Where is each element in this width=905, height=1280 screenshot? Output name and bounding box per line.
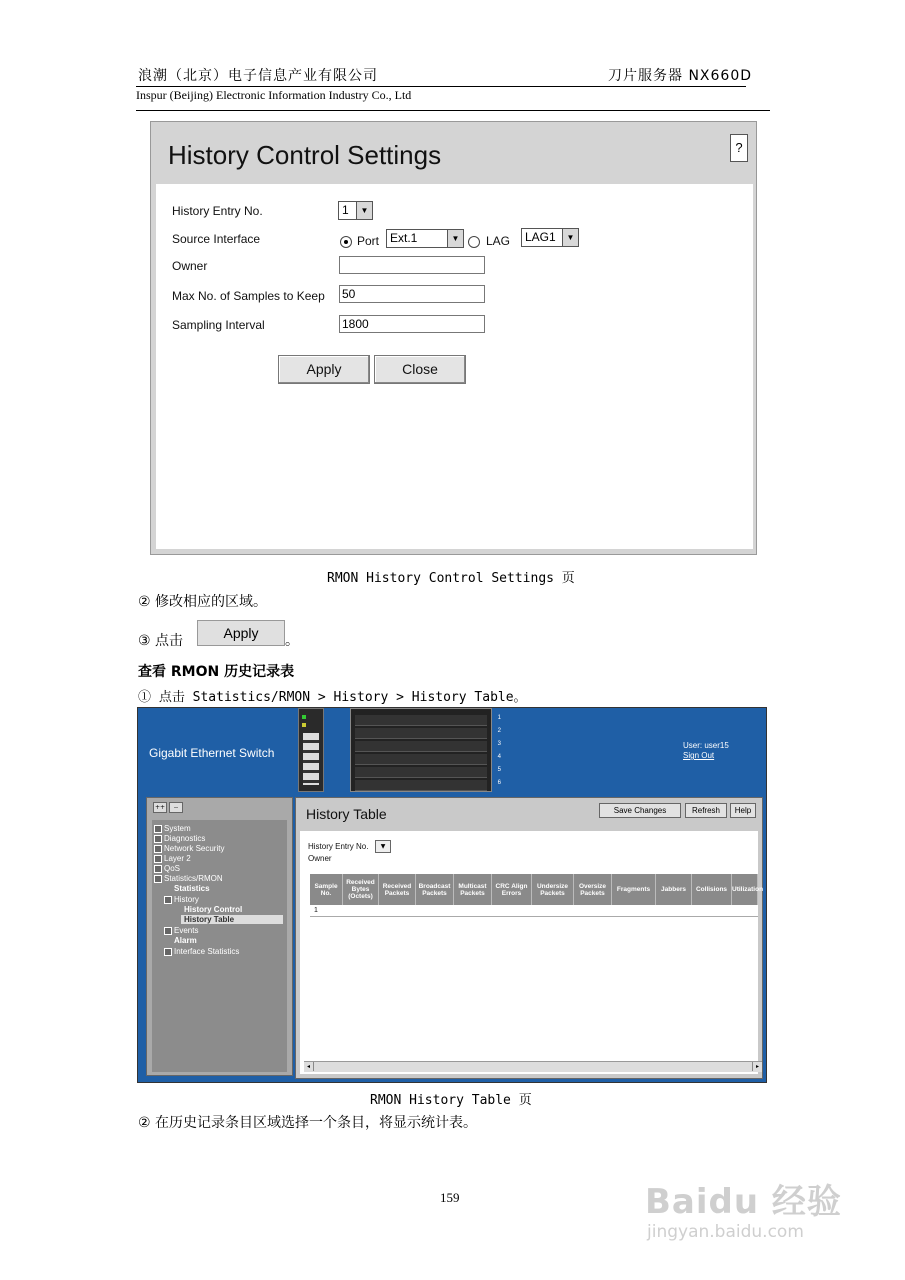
blade-chassis-image [350, 708, 501, 792]
owner-input[interactable] [339, 256, 485, 274]
nav-tree [152, 820, 287, 1072]
nav-alarm[interactable]: Alarm [174, 936, 197, 945]
nav-system[interactable] [154, 824, 191, 833]
chevron-down-icon: ▼ [562, 229, 578, 246]
column-header: Jabbers [656, 874, 692, 905]
step-3-prefix: ③ 点击 [138, 633, 184, 649]
owner-label: Owner [308, 854, 332, 863]
port-select[interactable] [386, 229, 464, 248]
max-samples-label: Max No. of Samples to Keep [172, 289, 325, 303]
column-header: Received Bytes (Octets) [343, 874, 379, 905]
help-button[interactable]: Help [730, 803, 756, 818]
section-step-1: ① 点击 Statistics/RMON > History > History Table。 [138, 690, 527, 705]
lag-radio[interactable] [468, 236, 480, 248]
scroll-left-icon[interactable]: ◂ [304, 1062, 314, 1071]
expand-icon [164, 927, 172, 935]
help-button[interactable]: ? [730, 134, 748, 162]
page-title: History Control Settings [168, 140, 442, 170]
refresh-button[interactable]: Refresh [685, 803, 727, 818]
table-row[interactable] [310, 906, 758, 917]
expand-all-icon[interactable]: ++ [154, 804, 166, 811]
expand-icon [154, 825, 162, 833]
nav-qos-label: QoS [164, 864, 181, 873]
blade-slot: 3 [355, 741, 487, 752]
watermark-brand: Baidu 经验 [645, 1182, 842, 1222]
history-entry-value: 1 [342, 203, 349, 217]
nav-statistics[interactable]: Statistics [174, 884, 210, 893]
settings-form [156, 184, 753, 549]
port-label: Port [357, 234, 380, 248]
apply-button[interactable]: Apply [278, 355, 370, 384]
nav-history-label: History [174, 895, 199, 904]
column-header: Utilization [732, 874, 758, 905]
scroll-right-icon[interactable]: ▸ [752, 1062, 762, 1071]
caption-history-control: RMON History Control Settings 页 [327, 571, 575, 586]
step-2-text: ② 修改相应的区域。 [138, 594, 268, 610]
sampling-interval-label: Sampling Interval [172, 318, 265, 332]
column-header: Undersize Packets [532, 874, 574, 905]
column-header: Sample No. [310, 874, 343, 905]
nav-history-control[interactable]: History Control [184, 905, 243, 914]
column-header: Multicast Packets [454, 874, 492, 905]
sign-out-link[interactable]: Sign Out [683, 751, 715, 760]
port-icons [303, 733, 319, 785]
final-step-text: ② 在历史记录条目区域选择一个条目，将显示统计表。 [138, 1115, 477, 1131]
lag-select[interactable] [521, 228, 579, 247]
column-header: Fragments [612, 874, 656, 905]
header-product: 刀片服务器 NX660D [608, 68, 753, 84]
nav-history[interactable] [164, 895, 199, 904]
blade-slot: 1 [355, 715, 487, 726]
step-3-suffix: 。 [285, 633, 299, 649]
page-number: 159 [440, 1190, 460, 1205]
lag-value: LAG1 [525, 230, 556, 244]
nav-events-label: Events [174, 926, 199, 935]
nav-network-security-label: Network Security [164, 844, 225, 853]
collapse-icon [154, 875, 162, 883]
header-rule [136, 86, 746, 87]
close-button[interactable]: Close [374, 355, 466, 384]
caption-history-table: RMON History Table 页 [370, 1093, 532, 1108]
sample-no-cell: 1 [314, 907, 318, 914]
user-info [683, 741, 729, 761]
nav-diagnostics-label: Diagnostics [164, 834, 206, 843]
header-rule-bottom [136, 110, 770, 111]
chevron-down-icon: ▼ [380, 843, 386, 850]
section-heading: 查看 RMON 历史记录表 [138, 664, 295, 680]
column-header: Collisions [692, 874, 732, 905]
header-company-cn: 浪潮（北京）电子信息产业有限公司 [138, 68, 378, 84]
content-title: History Table [306, 806, 387, 822]
nav-qos[interactable] [154, 864, 180, 873]
led-icon [302, 715, 306, 719]
history-entry-label: History Entry No. [172, 204, 263, 218]
owner-label: Owner [172, 259, 208, 273]
inline-apply-button: Apply [197, 620, 285, 646]
led-icon [302, 723, 306, 727]
nav-diagnostics[interactable] [154, 834, 205, 843]
nav-statistics-rmon[interactable] [154, 874, 223, 883]
max-samples-input[interactable]: 50 [339, 285, 485, 303]
collapse-icon [164, 896, 172, 904]
sidebar [146, 797, 293, 1076]
history-table-screenshot [137, 707, 767, 1083]
app-title: Gigabit Ethernet Switch [149, 746, 275, 760]
history-entry-label: History Entry No. [308, 842, 369, 851]
main-content [295, 797, 763, 1079]
lag-label: LAG [486, 234, 511, 248]
column-header: Oversize Packets [574, 874, 612, 905]
port-radio[interactable] [340, 236, 352, 248]
history-control-settings-screenshot [150, 121, 757, 555]
blade-slot: 6 [355, 780, 487, 791]
column-header: CRC Align Errors [492, 874, 532, 905]
sampling-interval-input[interactable]: 1800 [339, 315, 485, 333]
nav-interface-statistics[interactable] [164, 947, 239, 956]
nav-layer2[interactable] [154, 854, 191, 863]
blade-slot: 4 [355, 754, 487, 765]
nav-interface-statistics-label: Interface Statistics [174, 947, 240, 956]
nav-history-table[interactable]: History Table [181, 915, 283, 924]
nav-statistics-rmon-label: Statistics/RMON [164, 874, 223, 883]
expand-icon [164, 948, 172, 956]
column-header: Broadcast Packets [416, 874, 454, 905]
user-label: User: user15 [683, 741, 729, 750]
expand-icon [154, 865, 162, 873]
port-value: Ext.1 [390, 231, 418, 245]
horizontal-scrollbar[interactable] [304, 1061, 762, 1072]
table-header [310, 874, 764, 905]
nav-events[interactable] [164, 926, 198, 935]
expand-icon [154, 855, 162, 863]
collapse-all-icon[interactable]: -- [169, 802, 183, 813]
blade-slot: 2 [355, 728, 487, 739]
nav-system-label: System [164, 824, 191, 833]
header-company-en: Inspur (Beijing) Electronic Information Industry Co., Ltd [136, 88, 412, 102]
nav-network-security[interactable] [154, 844, 224, 853]
chevron-down-icon: ▼ [447, 230, 463, 247]
source-interface-label: Source Interface [172, 232, 261, 246]
column-header: Received Packets [379, 874, 416, 905]
history-entry-select[interactable] [375, 840, 391, 853]
chevron-down-icon: ▼ [356, 202, 372, 219]
blade-slot: 5 [355, 767, 487, 778]
nav-layer2-label: Layer 2 [164, 854, 191, 863]
save-changes-button[interactable]: Save Changes [599, 803, 681, 818]
baidu-watermark [645, 1160, 850, 1250]
expand-icon [154, 845, 162, 853]
switch-front-panel [298, 708, 324, 792]
history-table-body [300, 831, 764, 1074]
expand-icon [154, 835, 162, 843]
history-entry-select[interactable] [338, 201, 373, 220]
watermark-url: jingyan.baidu.com [647, 1222, 804, 1242]
